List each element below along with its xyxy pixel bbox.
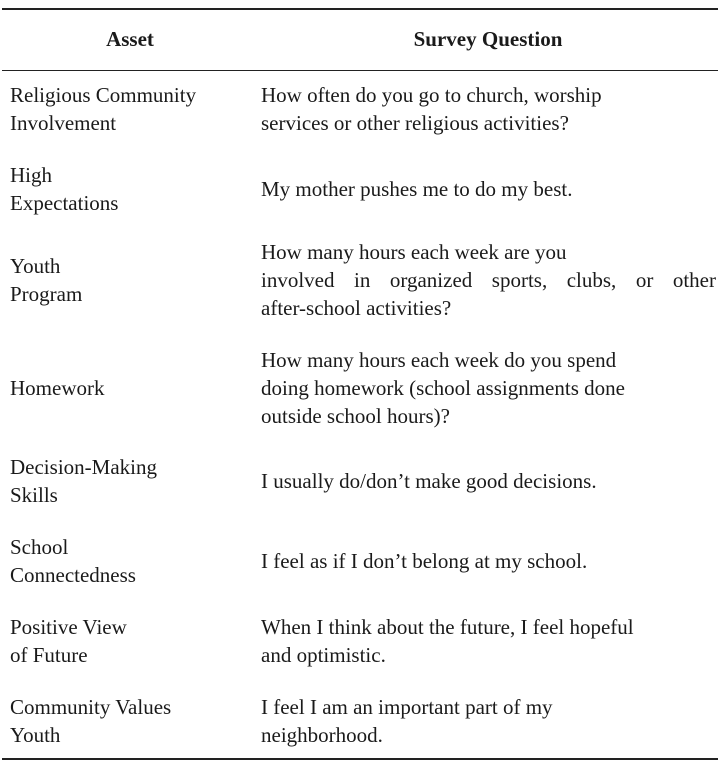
question-cell: [261, 450, 716, 512]
header-survey-question: Survey Question: [413, 27, 563, 51]
asset-text: School: [10, 535, 69, 559]
asset-text: Homework: [10, 376, 105, 400]
question-text: How often do you go to church, worship: [261, 83, 602, 107]
asset-cell: [10, 690, 250, 752]
header-asset: Asset: [106, 27, 154, 51]
question-text: How many hours each week are you: [261, 240, 567, 264]
question-text: involved in organized sports, clubs, or other: [261, 268, 716, 292]
table-row: [0, 450, 720, 512]
asset-text: Religious Community: [10, 83, 197, 107]
asset-text: Skills: [10, 483, 58, 507]
asset-text: Connectedness: [10, 563, 136, 587]
question-text: services or other religious activities?: [261, 111, 569, 135]
question-text: I feel as if I don’t belong at my school.: [261, 549, 588, 573]
question-cell: [261, 234, 716, 326]
table-row: [0, 78, 720, 140]
asset-text: Youth: [10, 254, 61, 278]
table-bottom-rule: [2, 758, 718, 760]
asset-text: Decision-Making: [10, 455, 157, 479]
asset-text: Expectations: [10, 191, 119, 215]
asset-text: Community Values: [10, 695, 172, 719]
question-text: My mother pushes me to do my best.: [261, 177, 573, 201]
question-cell: [261, 530, 716, 592]
question-text: How many hours each week do you spend: [261, 348, 617, 372]
question-text: after-school activities?: [261, 296, 452, 320]
asset-text: High: [10, 163, 52, 187]
table-top-rule: [2, 8, 718, 10]
question-text: When I think about the future, I feel hopeful: [261, 615, 634, 639]
asset-text: Program: [10, 282, 83, 306]
table-row: [0, 610, 720, 672]
question-cell: [261, 344, 716, 432]
asset-cell: [10, 610, 250, 672]
asset-text: Youth: [10, 723, 61, 747]
table-row: [0, 234, 720, 326]
asset-text: Involvement: [10, 111, 117, 135]
table-row: [0, 690, 720, 752]
question-text: outside school hours)?: [261, 404, 450, 428]
table-row: [0, 530, 720, 592]
asset-cell: [10, 78, 250, 140]
asset-cell: [10, 530, 250, 592]
question-text: I usually do/don’t make good decisions.: [261, 469, 597, 493]
question-text: and optimistic.: [261, 643, 386, 667]
header-rule: [2, 70, 718, 71]
table-row: [0, 344, 720, 432]
asset-cell: [10, 344, 250, 432]
question-text: I feel I am an important part of my: [261, 695, 553, 719]
question-cell: [261, 158, 716, 220]
asset-cell: [10, 450, 250, 512]
asset-text: of Future: [10, 643, 88, 667]
question-text: neighborhood.: [261, 723, 383, 747]
asset-cell: [10, 158, 250, 220]
asset-text: Positive View: [10, 615, 127, 639]
question-cell: [261, 78, 716, 140]
question-cell: [261, 610, 716, 672]
question-cell: [261, 690, 716, 752]
table-row: [0, 158, 720, 220]
question-text: doing homework (school assignments done: [261, 376, 625, 400]
asset-cell: [10, 234, 250, 326]
